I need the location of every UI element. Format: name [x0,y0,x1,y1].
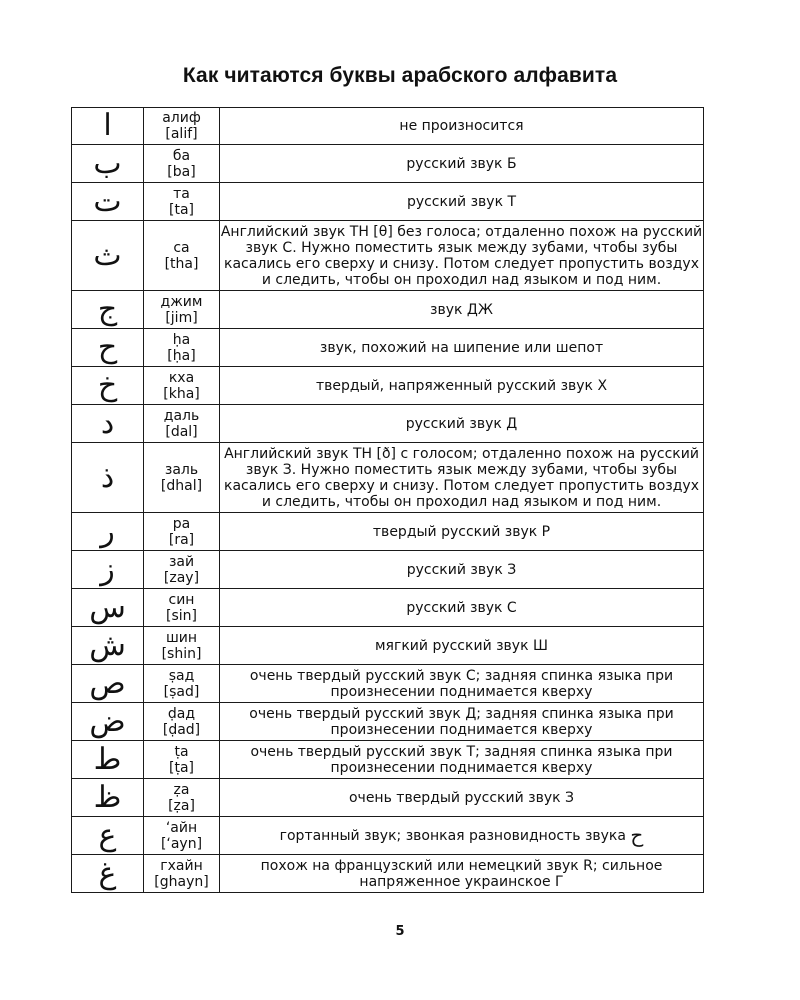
pronunciation-description [220,443,704,513]
letter-name: ṭа [174,743,189,760]
letter-name: ẓа [173,781,190,798]
table-row [72,145,704,183]
letter-name: та [173,185,190,202]
description-text: твердый, напряженный русский звук Х [315,377,608,394]
letter-name-cell [144,779,220,817]
table-row [72,183,704,221]
alphabet-table [71,107,704,893]
table-row [72,367,704,405]
arabic-letter: غ [72,855,144,893]
table-row [72,817,704,855]
arabic-letter: ا [72,108,144,145]
table-row [72,108,704,145]
pronunciation-description [220,183,704,221]
arabic-letter: ب [72,145,144,183]
letter-name: ‘айн [165,819,198,836]
letter-transliteration: [‘ayn] [160,835,203,852]
letter-name: зай [168,553,195,570]
description-text: русский звук С [406,599,517,616]
letter-transliteration: [ṭa] [169,759,194,776]
pronunciation-description [220,221,704,291]
description-text: русский звук Т [406,193,517,210]
letter-name-cell [144,665,220,703]
letter-name-cell [144,221,220,291]
page-title: Как читаются буквы арабского алфавита [182,64,618,87]
letter-transliteration: [ghayn] [154,873,209,890]
table-row [72,589,704,627]
page-number: 5 [395,924,405,939]
description-text: гортанный звук; звонкая разновидность звука [279,828,626,844]
letter-name-cell [144,551,220,589]
letter-transliteration: [ra] [168,531,195,548]
letter-name: даль [163,407,200,424]
arabic-letter: د [72,405,144,443]
letter-transliteration: [kha] [163,385,200,402]
table-row [72,855,704,893]
description-text: Английский звук TH [ð] с голосом; отдаленно похож на русский звук З. Нужно поместить язык между зубами, чтобы зубы касались его сверху и снизу. Потом следует пропустить воздух и следить, чтобы он проходил над языком и под ним. [224,445,699,510]
table-row [72,513,704,551]
letter-name: заль [164,461,199,478]
arabic-letter: س [72,589,144,627]
arabic-letter: ش [72,627,144,665]
pronunciation-description [220,329,704,367]
letter-name: са [173,239,190,256]
pronunciation-description [220,108,704,145]
description-text: очень твердый русский звук З [348,789,575,806]
table-row [72,405,704,443]
letter-transliteration: [jim] [165,309,198,326]
letter-name-cell [144,145,220,183]
pronunciation-description [220,145,704,183]
letter-transliteration: [zay] [163,569,200,586]
arabic-letter: ج [72,291,144,329]
description-text: твердый русский звук Р [372,523,551,540]
letter-name: алиф [162,110,201,126]
letter-name: син [168,591,195,608]
table-row [72,703,704,741]
arabic-letter: ذ [72,443,144,513]
pronunciation-description [220,589,704,627]
description-text: очень твердый русский звук С; задняя спинка языка при произнесении поднимается кверху [249,667,674,700]
letter-name: джим [160,293,203,310]
pronunciation-description [220,779,704,817]
letter-name-cell [144,513,220,551]
letter-transliteration: [ta] [169,201,194,218]
arabic-letter: ح [72,329,144,367]
letter-name: кха [168,369,195,386]
pronunciation-description [220,855,704,893]
table-row [72,221,704,291]
description-text: очень твердый русский звук Д; задняя спинка языка при произнесении поднимается кверху [249,705,674,738]
description-text: русский звук Д [405,415,518,432]
table-row [72,741,704,779]
letter-name-cell [144,329,220,367]
description-text: Английский звук TH [θ] без голоса; отдаленно похож на русский звук С. Нужно поместить язык между зубами, чтобы зубы касались его сверху и снизу. Потом следует пропустить воздух и следить, чтобы он проходил над языком и под ним. [220,223,703,288]
arabic-letter: ض [72,703,144,741]
pronunciation-description [220,367,704,405]
letter-transliteration: [ẓa] [168,797,195,814]
letter-transliteration: [dhal] [160,477,203,494]
letter-transliteration: [ba] [167,163,196,180]
letter-name-cell [144,405,220,443]
letter-name: шин [165,629,198,646]
arabic-letter: ص [72,665,144,703]
pronunciation-description [220,817,704,855]
letter-name-cell [144,291,220,329]
letter-name-cell [144,627,220,665]
pronunciation-description [220,703,704,741]
letter-transliteration: [ḥa] [167,347,196,364]
letter-transliteration: [tha] [164,255,199,272]
letter-name-cell [144,443,220,513]
table-row [72,291,704,329]
letter-transliteration: [sin] [166,607,197,624]
letter-name: ḥa [172,331,191,348]
arabic-letter: ت [72,183,144,221]
description-text: звук ДЖ [430,301,493,318]
arabic-letter: ع [72,817,144,855]
letter-name-cell [144,183,220,221]
letter-name: ḍад [167,705,196,722]
description-text: русский звук Б [406,155,517,172]
arabic-letter: ر [72,513,144,551]
table-row [72,665,704,703]
arabic-letter: ث [72,221,144,291]
letter-transliteration: [ḍad] [162,721,201,738]
table-row [72,779,704,817]
arabic-letter: ظ [72,779,144,817]
table-row [72,551,704,589]
pronunciation-description [220,513,704,551]
pronunciation-description [220,665,704,703]
table-row [72,329,704,367]
description-text: звук, похожий на шипение или шепот [319,339,604,356]
description-text: русский звук З [406,561,517,578]
table-row [72,443,704,513]
letter-transliteration: [dal] [165,423,198,440]
letter-name: ṣад [168,667,195,684]
letter-transliteration: [ṣad] [163,683,200,700]
letter-name: ба [172,147,191,164]
letter-transliteration: [shin] [161,645,202,662]
arabic-letter-inline: ح [630,823,644,847]
letter-name-cell [144,817,220,855]
letter-transliteration: [alif] [165,126,198,142]
description-text: мягкий русский звук Ш [375,637,548,654]
pronunciation-description [220,405,704,443]
description-text: очень твердый русский звук Т; задняя спинка языка при произнесении поднимается кверху [250,743,673,776]
letter-name-cell [144,741,220,779]
letter-name-cell [144,589,220,627]
arabic-letter: ط [72,741,144,779]
table-row [72,627,704,665]
pronunciation-description [220,551,704,589]
pronunciation-description [220,627,704,665]
letter-name: гхайн [160,857,203,874]
pronunciation-description [220,741,704,779]
letter-name-cell [144,367,220,405]
pronunciation-description [220,291,704,329]
letter-name-cell [144,108,220,145]
description-text: не произносится [399,118,524,134]
letter-name: ра [172,515,191,532]
arabic-letter: ز [72,551,144,589]
description-text: похож на французский или немецкий звук R; сильное напряженное украинское Г [260,857,663,890]
letter-name-cell [144,855,220,893]
arabic-letter: خ [72,367,144,405]
letter-name-cell [144,703,220,741]
